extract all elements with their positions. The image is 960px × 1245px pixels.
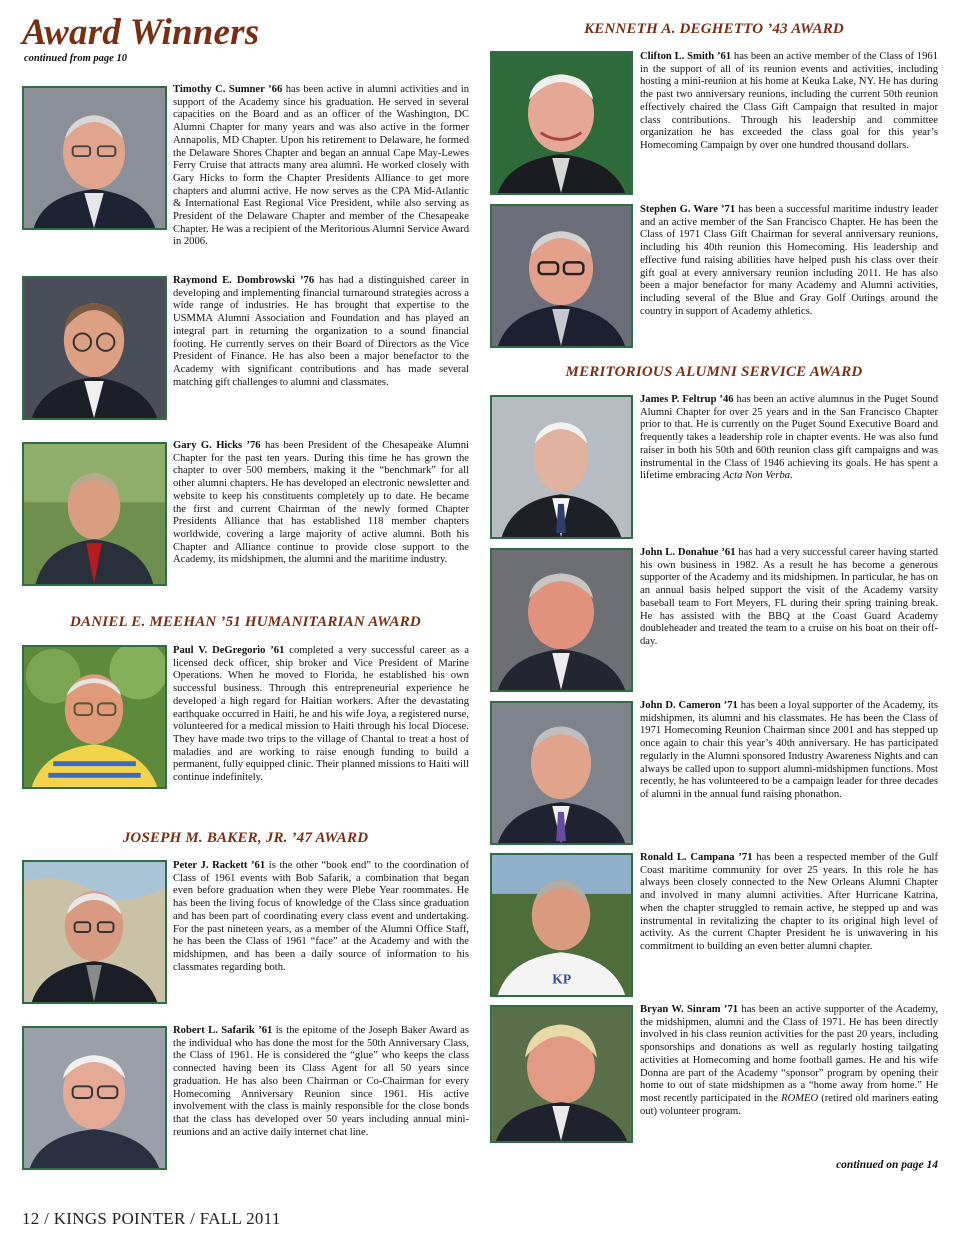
bio-text: has been President of the Chesapeake Alumni Chapter for the past ten years. During this time he has grown the chapter to over 500 members, making it the “benchmark” for all other alumni chapters. He has developed an electronic newsletter and website to keep his constituents completely up to date. He became the first and current Chairman of the newly formed Chapter Presidents Alliance that has established 118 member chapters worldwide, covering a large majority of active alumni. Both his Chapter and Alliance continue to provide close support to the Academy, its midshipmen, the alumni and the maritime industry. <box>173 440 469 566</box>
bio-name: Clifton L. Smith ’61 <box>640 51 732 62</box>
bio-name: Paul V. DeGregorio ’61 <box>173 645 285 656</box>
svg-text:KP: KP <box>552 971 572 987</box>
bio-text: has been an active alumnus in the Puget Sound Alumni Chapter for over 25 years and in the San Francisco Chapter prior to that. He is currently on the Puget Sound Executive Board and frequently takes a leadership role in chapter events. He was also fund raiser in both his 50th and 60th reunion class gift campaigns and was instrumental in the Class of 1946 achieving its goals. He has spent a lifetime embracing <box>640 394 938 482</box>
page-subtitle: continued from page 10 <box>24 53 127 64</box>
photo-sumner <box>22 86 167 230</box>
bio-safarik <box>173 1025 469 1139</box>
section-heading-deghetto: KENNETH A. DEGHETTO ’43 AWARD <box>584 21 844 37</box>
photo-campana <box>490 853 633 997</box>
bio-donahue <box>640 547 938 649</box>
portrait-image <box>492 1007 631 1141</box>
portrait-image <box>492 397 631 537</box>
photo-smith <box>490 51 633 195</box>
bio-hicks <box>173 440 469 567</box>
bio-name: Raymond E. Dombrowski ’76 <box>173 275 315 286</box>
portrait-image <box>492 53 631 193</box>
section-heading-baker: JOSEPH M. BAKER, JR. ’47 AWARD <box>122 830 369 846</box>
bio-ware <box>640 204 938 318</box>
bio-text: has been a loyal supporter of the Academy, its midshipmen, its alumni and his classmates. He has been the Class of 1971 Homecoming Reunion Chairman since 2001 and has stepped up once again to chair this year’s 40th anniversary. He has participated regularly in the Alumni sponsored Industry Awareness Nights and can always be called upon to support alumni-midshipmen functions. Most recently, he has volunteered to be a campaign leader for three decades of alumni in the annual fund raising phonathon. <box>640 700 939 800</box>
portrait-image <box>24 444 165 584</box>
bio-end: (retired old mariners eating out) volunteer program. <box>640 1092 938 1117</box>
bio-text: has been an active member of the Class of 1961 in the support of all of its reunion events and activities, including hosting a mini-reunion at his home at Keuka Lake, NY. He has during the past two anniversary reunions, including the current 50th reunion effectively chaired the Class Gift Campaign that resulted in major class contributions. Through his leadership and committee organization he has exceeded the class goal for this year’s Homecoming Campaign by over one hundred thousand dollars. <box>640 51 938 151</box>
page-title: Award Winners <box>22 12 260 53</box>
bio-name: Gary G. Hicks ’76 <box>173 440 261 451</box>
bio-name: Peter J. Rackett ’61 <box>173 860 266 871</box>
bio-text: is the other “book end” to the coordination of Class of 1961 events with Bob Safarik, a combination that began even before graduation when they were Plebe Year roommates. He has been the living focus of knowledge of the Class since graduation and has been part of coordinating every class event and undertaking. For the past nineteen years, as a member of the Alumni Office Staff, he has been the Class of 1961 “face” at the Academy and with the midshipmen, and has been a daily source of information to his classmates regarding both. <box>173 860 469 973</box>
bio-text: has been a respected member of the Gulf Coast maritime community for over 25 years. In this role he has always been closely connected to the New Orleans Alumni Chapter and involved in many alumni activities. After Hurricane Katrina, when the chapter struggled to remain active, he stepped up and was instrumental in revitalizing the chapter to its original high level of activity. As the current Chapter President he is unwavering in his commitment to building an even better alumni chapter. <box>640 852 938 952</box>
photo-dombrowski <box>22 276 167 420</box>
bio-text: completed a very successful career as a licensed deck officer, ship broker and Vice President of Marine Operations. When he moved to Florida, he established his own successful business. Through this entrepreneurial experience he developed a high regard for Haitian workers. After the devastating earthquake occurred in Haiti, he and his wife Joya, a registered nurse, volunteered for a medical mission to Haiti through his local Diocese. They have made two trips to the village of Chantal to treat a host of maladies and are working to raise enough funding to build a permanent, fully equipped clinic. Their planned missions to Haiti will continue indefinitely. <box>173 645 469 784</box>
bio-degregorio-top <box>173 645 469 785</box>
portrait-image <box>24 88 165 228</box>
bio-motto: Acta Non Verba <box>722 470 791 482</box>
bio-sinram <box>640 1004 938 1118</box>
bio-name: John D. Cameron ’71 <box>640 700 738 711</box>
bio-name: Robert L. Safarik ’61 <box>173 1025 273 1036</box>
portrait-image <box>24 278 165 418</box>
bio-end: . <box>790 470 793 482</box>
bio-smith <box>640 51 938 153</box>
photo-feltrup <box>490 395 633 539</box>
bio-dombrowski <box>173 275 469 389</box>
photo-sinram <box>490 1005 633 1143</box>
section-heading-meehan: DANIEL E. MEEHAN ’51 HUMANITARIAN AWARD <box>70 614 421 630</box>
portrait-image <box>492 206 631 346</box>
portrait-image <box>24 647 165 787</box>
portrait-image <box>24 862 165 1002</box>
bio-sumner-top <box>173 84 469 249</box>
portrait-image <box>492 855 631 995</box>
bio-program-name: ROMEO <box>781 1092 819 1104</box>
bio-text: has been a successful maritime industry leader and an active member of the San Francisco Chapter. He has been the Class of 1971 Class Gift Chairman for several anniversary reunions, including his 40th reunion this Homecoming. His leadership and effective fund raising abilities have helped push his class over their gift goal at every anniversary reunion including 2011. He has also been a major benefactor for many Academy and Alumni activities, including several of the Blue and Gray Golf Outings around the country in support of Academy athletics. <box>640 204 938 317</box>
bio-name: Timothy C. Sumner ’66 <box>173 84 283 95</box>
bio-cameron <box>640 700 938 802</box>
photo-degregorio <box>22 645 167 789</box>
bio-rackett <box>173 860 469 974</box>
bio-text: has been an active supporter of the Academy, the midshipmen, alumni and the Class of 1971. He has been directly involved in his class reunion activities for the past 20 years, including sponsorships and donations as well as regularly hosting tailgating activities at Homecoming and home football games. He and his wife Donna are part of the Academy “sponsor” program by opening their home to out of state midshipmen as a “home away from home.” He most recently participated in the <box>640 1004 939 1104</box>
bio-text: has had a very successful career having started his own business in 1982. As a result he has become a generous supporter of the Academy and its midshipmen. In particular, he has on an annual basis helped support the visit of the Academy varsity baseball team to Fort Meyers, FL during their spring training break. He has assisted with the BBQ at the Coast Guard Academy doubleheader and treated the team to a cruise on his boat on their off-day. <box>640 547 939 647</box>
bio-name: James P. Feltrup ’46 <box>640 394 734 405</box>
portrait-image <box>492 550 631 690</box>
bio-text: has had a distinguished career in developing and implementing financial turnaround strategies across a wide range of industries. He has brought that expertise to the USMMA Alumni Association and Foundation and has played an integral part in returning the organization to a sound financial footing. He currently serves on their Board of Directors as the Vice President of Finance. He has also been a major benefactor to the Academy with significant contributions and has made several matching gift challenges to alumni and classmates. <box>173 275 469 388</box>
portrait-image <box>24 1028 165 1168</box>
photo-cameron <box>490 701 633 845</box>
photo-ware <box>490 204 633 348</box>
continued-note: continued on page 14 <box>836 1159 938 1171</box>
photo-rackett <box>22 860 167 1004</box>
bio-text: has been active in alumni activities and in support of the Academy since his graduation. He served in several capacities on the Board and as an officer of the Washington, DC Alumni Chapter for many years and was also active in the former Annapolis, MD Chapter. Upon his retirement to Delaware, he formed the Delaware Shores Chapter and began an annual Cape May-Lewes Ferry Cruise that attracts many area alumni. He worked closely with Gary Hicks to form the Chapter Presidents Alliance to get more chapters and alumni active. He now serves as the CPA Mid-Atlantic & International East Regional Vice President, while also serving as President of the Delaware Chapter and member of the Chesapeake Chapter. He was a recipient of the Meritorious Alumni Service Award in 2006. <box>173 84 469 248</box>
photo-hicks <box>22 442 167 586</box>
bio-campana <box>640 852 938 954</box>
page-footer: 12 / KINGS POINTER / FALL 2011 <box>22 1209 281 1228</box>
bio-feltrup <box>640 394 938 483</box>
bio-name: Ronald L. Campana ’71 <box>640 852 753 863</box>
section-heading-meritorious: MERITORIOUS ALUMNI SERVICE AWARD <box>565 364 863 380</box>
portrait-image <box>492 703 631 843</box>
bio-name: Bryan W. Sinram ’71 <box>640 1004 739 1015</box>
photo-donahue <box>490 548 633 692</box>
bio-name: Stephen G. Ware ’71 <box>640 204 736 215</box>
photo-safarik <box>22 1026 167 1170</box>
bio-name: John L. Donahue ’61 <box>640 547 736 558</box>
bio-text: is the epitome of the Joseph Baker Award as the individual who has done the most for the 50th Anniversary Class, the Class of 1961. He is considered the “glue” who keeps the class connected having been its Class Agent for all 50 years since graduation. He has also been Chairman or Co-Chairman for every Homecoming Anniversary Reunion since 1961. His active involvement with the class is mainly responsible for the close bonds that the class has developed over 50 years including annual mini-reunions and an active daily internet chat line. <box>173 1025 469 1138</box>
